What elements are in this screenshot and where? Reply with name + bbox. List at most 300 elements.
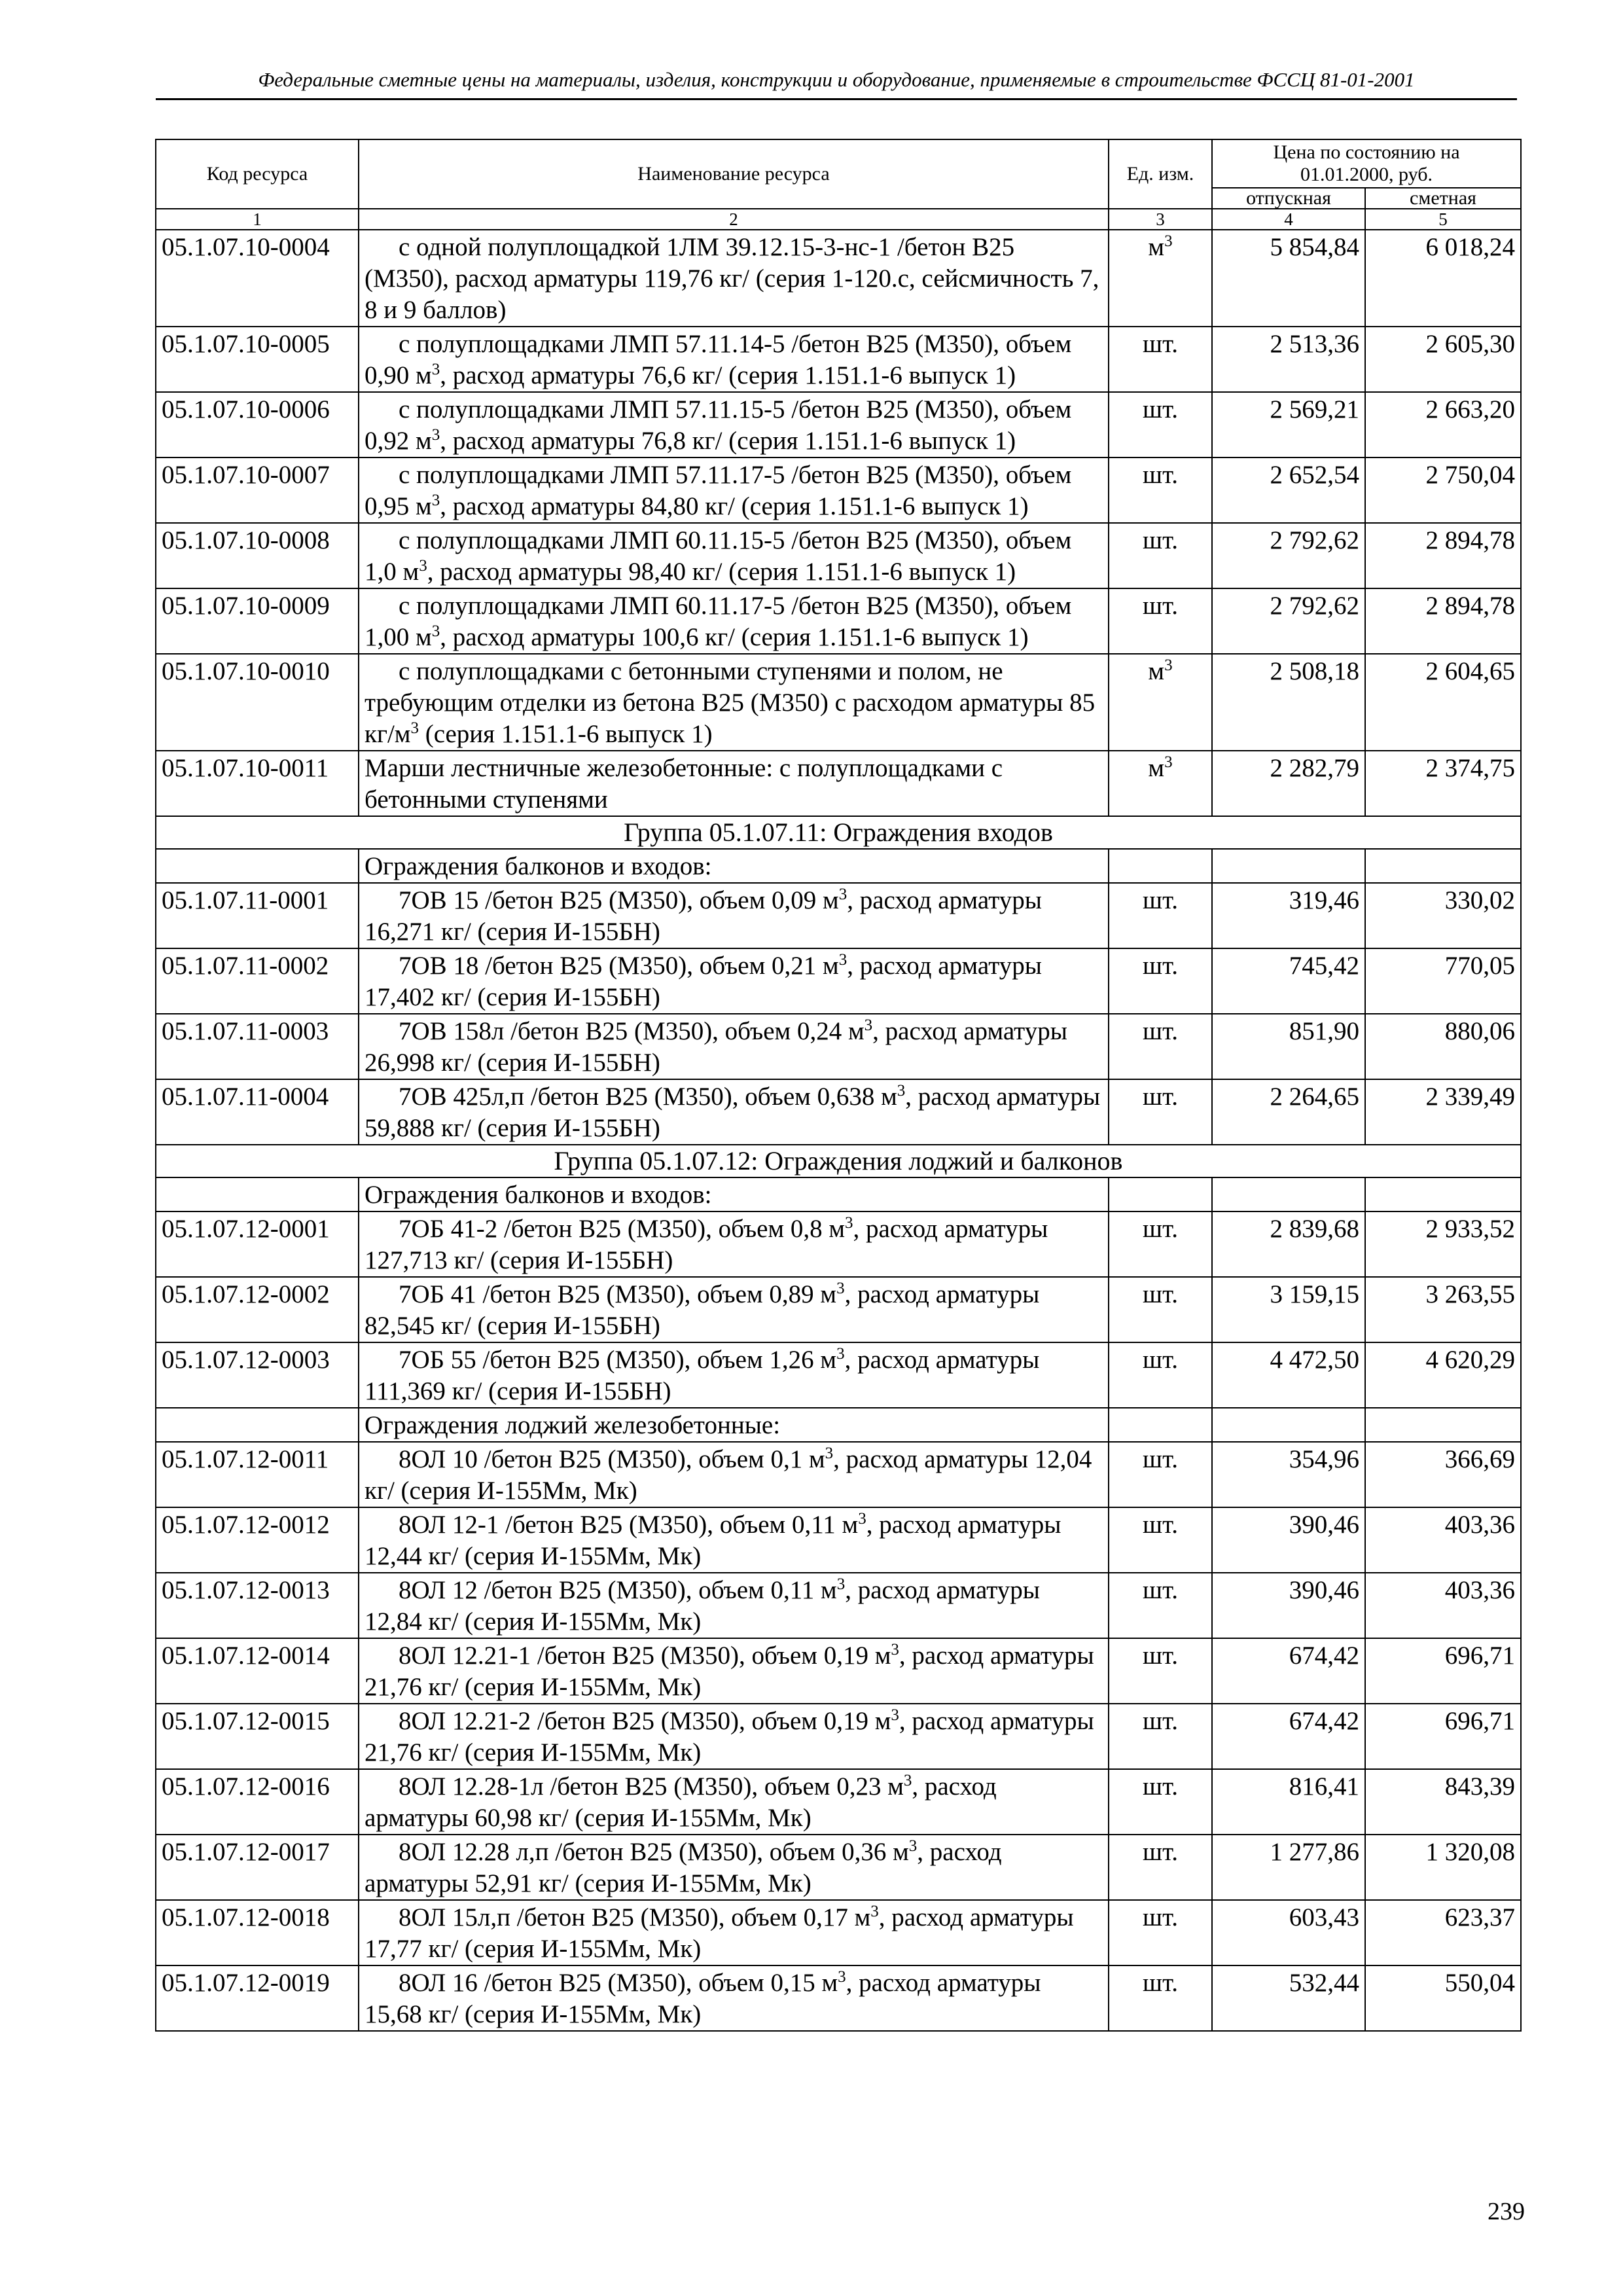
table-row (156, 392, 1521, 457)
cubic-superscript: 3 (864, 1016, 873, 1034)
resource-name-part: с полуплощадками ЛМП 57.11.17-5 /бетон В25 (М350), объем 0,95 м (365, 461, 1072, 520)
resource-name-part: 8ОЛ 15л,п /бетон В25 (М350), объем 0,17 м (399, 1903, 871, 1931)
cubic-superscript: 3 (431, 426, 440, 444)
unit-of-measure (1109, 1014, 1212, 1079)
header-estimate-price: сметная (1365, 188, 1521, 209)
resource-name (359, 1211, 1109, 1277)
resource-name-part: , расход арматуры 127,713 кг/ (серия И-155БН) (365, 1215, 1048, 1274)
header-release-price: отпускная (1212, 188, 1365, 209)
subheader-label: Ограждения лоджий железобетонные: (359, 1408, 1109, 1442)
unit-of-measure (1109, 1769, 1212, 1835)
unit-of-measure (1109, 327, 1212, 392)
unit-of-measure (1109, 948, 1212, 1014)
unit-superscript: 3 (1164, 232, 1173, 250)
cubic-superscript: 3 (838, 886, 847, 903)
column-number: 2 (359, 209, 1109, 230)
resource-name-part: 8ОЛ 12.28 л,п /бетон В25 (М350), объем 0,36 м (399, 1838, 909, 1866)
resource-code: 05.1.07.12-0017 (156, 1835, 359, 1900)
estimate-price: 2 933,52 (1365, 1211, 1521, 1277)
estimate-price: 2 663,20 (1365, 392, 1521, 457)
resource-name (359, 1573, 1109, 1638)
resource-name-text (365, 526, 1071, 586)
subheader-empty-cell (1109, 1408, 1212, 1442)
resource-name-part: с одной полуплощадкой 1ЛМ 39.12.15-3-нс-1 /бетон В25 (М350), расход арматуры 119,76 кг/ (серия 1-120.с, сейсмичность 7, 8 и 9 баллов) (365, 233, 1099, 324)
resource-name-part: 8ОЛ 10 /бетон В25 (М350), объем 0,1 м (399, 1445, 825, 1473)
release-price: 2 282,79 (1212, 751, 1365, 816)
estimate-price: 330,02 (1365, 883, 1521, 948)
unit-text: шт. (1143, 330, 1178, 358)
resource-name-text (365, 592, 1071, 651)
group-title-row (156, 1145, 1521, 1177)
resource-name-text (365, 1280, 1039, 1340)
resource-name-part: , расход арматуры 60,98 кг/ (серия И-155Мм, Мк) (365, 1772, 997, 1832)
estimate-price: 2 894,78 (1365, 588, 1521, 654)
resource-name (359, 1277, 1109, 1342)
cubic-superscript: 3 (838, 951, 847, 969)
table-header (156, 139, 1521, 230)
unit-of-measure (1109, 588, 1212, 654)
resource-name-part: Марши лестничные железобетонные: с полуплощадками с бетонными ступенями (365, 754, 1003, 814)
resource-name-text (365, 1576, 1040, 1636)
release-price: 2 264,65 (1212, 1079, 1365, 1145)
unit-of-measure (1109, 1277, 1212, 1342)
resource-name-part: , расход арматуры 111,369 кг/ (серия И-155БН) (365, 1346, 1040, 1405)
resource-code: 05.1.07.12-0015 (156, 1704, 359, 1769)
unit-text: шт. (1143, 1969, 1178, 1997)
group-title: Группа 05.1.07.11: Ограждения входов (156, 816, 1521, 849)
resource-name-part: , расход арматуры 17,402 кг/ (серия И-155БН) (365, 952, 1042, 1011)
resource-name (359, 751, 1109, 816)
resource-code: 05.1.07.10-0005 (156, 327, 359, 392)
table-row (156, 523, 1521, 588)
resource-name-part: с полуплощадками ЛМП 57.11.15-5 /бетон В25 (М350), объем 0,92 м (365, 395, 1072, 455)
cubic-superscript: 3 (858, 1510, 866, 1528)
cubic-superscript: 3 (431, 492, 440, 509)
table-row (156, 1704, 1521, 1769)
resource-name-part: , расход арматуры 12,84 кг/ (серия И-155Мм, Мк) (365, 1576, 1040, 1636)
resource-name-text (365, 1903, 1074, 1963)
cubic-superscript: 3 (897, 1082, 906, 1100)
column-number: 3 (1109, 209, 1212, 230)
header-unit: Ед. изм. (1109, 139, 1212, 209)
resource-code: 05.1.07.12-0013 (156, 1573, 359, 1638)
table-row (156, 1638, 1521, 1704)
resource-name-part: , расход арматуры 17,77 кг/ (серия И-155Мм, Мк) (365, 1903, 1074, 1963)
page-number: 239 (1488, 2198, 1525, 2225)
column-number: 1 (156, 209, 359, 230)
estimate-price: 2 339,49 (1365, 1079, 1521, 1145)
subheader-empty-cell (1212, 1408, 1365, 1442)
resource-name-text (365, 395, 1071, 455)
table-row (156, 1342, 1521, 1408)
resource-name-text (365, 1215, 1048, 1274)
resource-name-part: 8ОЛ 12.21-2 /бетон В25 (М350), объем 0,19 м (399, 1707, 891, 1735)
unit-text: шт. (1143, 1280, 1178, 1308)
resource-name (359, 1342, 1109, 1408)
resource-name-part: с полуплощадками с бетонными ступенями и полом, не требующим отделки из бетона В25 (М350) с расходом арматуры 85 кг/м (365, 657, 1096, 748)
resource-name-text (365, 1641, 1094, 1701)
resource-name-text (365, 1017, 1067, 1077)
resource-code: 05.1.07.11-0004 (156, 1079, 359, 1145)
release-price: 390,46 (1212, 1507, 1365, 1573)
group-title-row (156, 816, 1521, 849)
estimate-price: 4 620,29 (1365, 1342, 1521, 1408)
unit-text: шт. (1143, 526, 1178, 554)
resource-name-part: , расход арматуры 84,80 кг/ (серия 1.151.1-6 выпуск 1) (440, 492, 1029, 520)
unit-text: шт. (1143, 1017, 1178, 1045)
resource-name-part: 7ОВ 158л /бетон В25 (М350), объем 0,24 м (399, 1017, 865, 1045)
subheader-empty-cell (1212, 1177, 1365, 1211)
subheader-row (156, 1177, 1521, 1211)
resource-code: 05.1.07.10-0004 (156, 230, 359, 327)
table-row (156, 1900, 1521, 1965)
resource-name-part: 8ОЛ 12-1 /бетон В25 (М350), объем 0,11 м (399, 1511, 859, 1539)
cubic-superscript: 3 (431, 622, 440, 640)
cubic-superscript: 3 (410, 719, 419, 737)
table-row (156, 1769, 1521, 1835)
subheader-empty-cell (1365, 849, 1521, 883)
estimate-price: 1 320,08 (1365, 1835, 1521, 1900)
resource-name-part: 7ОБ 55 /бетон В25 (М350), объем 1,26 м (399, 1346, 837, 1374)
table-row (156, 751, 1521, 816)
resource-code: 05.1.07.12-0012 (156, 1507, 359, 1573)
unit-of-measure (1109, 654, 1212, 751)
release-price: 851,90 (1212, 1014, 1365, 1079)
cubic-superscript: 3 (870, 1903, 879, 1920)
resource-name-part: с полуплощадками ЛМП 60.11.17-5 /бетон В25 (М350), объем 1,00 м (365, 592, 1072, 651)
unit-text: шт. (1143, 1903, 1178, 1931)
unit-text: м (1148, 233, 1165, 261)
resource-code: 05.1.07.12-0011 (156, 1442, 359, 1507)
release-price: 354,96 (1212, 1442, 1365, 1507)
estimate-price: 403,36 (1365, 1507, 1521, 1573)
table-row (156, 327, 1521, 392)
resource-name-part: (серия 1.151.1-6 выпуск 1) (418, 720, 713, 748)
subheader-row (156, 849, 1521, 883)
resource-name-part: , расход арматуры 15,68 кг/ (серия И-155Мм, Мк) (365, 1969, 1041, 2028)
release-price: 603,43 (1212, 1900, 1365, 1965)
subheader-label: Ограждения балконов и входов: (359, 1177, 1109, 1211)
resource-code: 05.1.07.11-0002 (156, 948, 359, 1014)
resource-name (359, 1704, 1109, 1769)
group-title: Группа 05.1.07.12: Ограждения лоджий и балконов (156, 1145, 1521, 1177)
resource-code: 05.1.07.11-0001 (156, 883, 359, 948)
resource-name (359, 654, 1109, 751)
unit-of-measure (1109, 230, 1212, 327)
unit-of-measure (1109, 1704, 1212, 1769)
resource-name-part: 8ОЛ 12.21-1 /бетон В25 (М350), объем 0,19 м (399, 1641, 891, 1670)
resource-code: 05.1.07.12-0014 (156, 1638, 359, 1704)
estimate-price: 770,05 (1365, 948, 1521, 1014)
estimate-price: 3 263,55 (1365, 1277, 1521, 1342)
estimate-price: 880,06 (1365, 1014, 1521, 1079)
unit-text: шт. (1143, 1707, 1178, 1735)
release-price: 2 792,62 (1212, 588, 1365, 654)
estimate-price: 843,39 (1365, 1769, 1521, 1835)
unit-of-measure (1109, 1211, 1212, 1277)
resource-name-text (365, 754, 1003, 814)
unit-text: шт. (1143, 886, 1178, 914)
unit-text: шт. (1143, 1641, 1178, 1670)
release-price: 4 472,50 (1212, 1342, 1365, 1408)
cubic-superscript: 3 (908, 1837, 918, 1855)
cubic-superscript: 3 (836, 1280, 845, 1297)
estimate-price: 403,36 (1365, 1573, 1521, 1638)
release-price: 816,41 (1212, 1769, 1365, 1835)
release-price: 674,42 (1212, 1704, 1365, 1769)
resource-name-text (365, 1969, 1041, 2028)
table-row (156, 654, 1521, 751)
resource-name (359, 883, 1109, 948)
resource-name (359, 588, 1109, 654)
resource-name (359, 230, 1109, 327)
release-price: 2 652,54 (1212, 457, 1365, 523)
resource-name (359, 457, 1109, 523)
unit-of-measure (1109, 1835, 1212, 1900)
table-body (156, 230, 1521, 2031)
resource-name (359, 1900, 1109, 1965)
unit-of-measure (1109, 1573, 1212, 1638)
column-number: 5 (1365, 209, 1521, 230)
resource-name (359, 1769, 1109, 1835)
table-row (156, 1507, 1521, 1573)
resource-name-part: , расход арматуры 98,40 кг/ (серия 1.151.1-6 выпуск 1) (427, 558, 1016, 586)
resource-name-text (365, 657, 1095, 748)
resource-name (359, 523, 1109, 588)
subheader-empty-cell (156, 849, 359, 883)
resource-code: 05.1.07.10-0008 (156, 523, 359, 588)
resource-name-part: 8ОЛ 16 /бетон В25 (М350), объем 0,15 м (399, 1969, 838, 1997)
cubic-superscript: 3 (825, 1444, 834, 1462)
resource-name-part: с полуплощадками ЛМП 60.11.15-5 /бетон В25 (М350), объем 1,0 м (365, 526, 1072, 586)
table-row (156, 948, 1521, 1014)
release-price: 2 839,68 (1212, 1211, 1365, 1277)
resource-code: 05.1.07.12-0002 (156, 1277, 359, 1342)
cubic-superscript: 3 (903, 1772, 912, 1789)
release-price: 2 792,62 (1212, 523, 1365, 588)
subheader-empty-cell (156, 1177, 359, 1211)
resource-name-text (365, 1083, 1100, 1142)
resource-code: 05.1.07.12-0018 (156, 1900, 359, 1965)
unit-of-measure (1109, 1342, 1212, 1408)
estimate-price: 2 750,04 (1365, 457, 1521, 523)
resource-code: 05.1.07.10-0011 (156, 751, 359, 816)
estimate-price: 366,69 (1365, 1442, 1521, 1507)
table-row (156, 1442, 1521, 1507)
resource-code: 05.1.07.12-0016 (156, 1769, 359, 1835)
release-price: 319,46 (1212, 883, 1365, 948)
resource-name-text (365, 1445, 1092, 1505)
resource-name-text (365, 1707, 1094, 1767)
cubic-superscript: 3 (838, 1968, 846, 1986)
resource-code: 05.1.07.10-0009 (156, 588, 359, 654)
resource-name-part: 7ОБ 41 /бетон В25 (М350), объем 0,89 м (399, 1280, 837, 1308)
resource-name-text (365, 952, 1042, 1011)
resource-name-part: , расход арматуры 76,8 кг/ (серия 1.151.1-6 выпуск 1) (440, 427, 1016, 455)
unit-of-measure (1109, 751, 1212, 816)
unit-of-measure (1109, 1442, 1212, 1507)
resource-name (359, 1835, 1109, 1900)
resource-name (359, 1638, 1109, 1704)
resource-name-part: , расход арматуры 59,888 кг/ (серия И-155БН) (365, 1083, 1101, 1142)
table-row (156, 1835, 1521, 1900)
unit-text: шт. (1143, 592, 1178, 620)
subheader-empty-cell (1109, 1177, 1212, 1211)
resource-code: 05.1.07.10-0010 (156, 654, 359, 751)
unit-text: шт. (1143, 1511, 1178, 1539)
resource-name (359, 1014, 1109, 1079)
unit-text: шт. (1143, 461, 1178, 489)
resource-name (359, 327, 1109, 392)
column-number: 4 (1212, 209, 1365, 230)
table-row (156, 457, 1521, 523)
resource-name-part: , расход арматуры 52,91 кг/ (серия И-155Мм, Мк) (365, 1838, 1002, 1897)
cubic-superscript: 3 (891, 1641, 899, 1659)
release-price: 5 854,84 (1212, 230, 1365, 327)
resource-name-text (365, 886, 1042, 946)
subheader-empty-cell (1109, 849, 1212, 883)
column-numbers-row (156, 209, 1521, 230)
table-row (156, 883, 1521, 948)
unit-text: шт. (1143, 952, 1178, 980)
release-price: 745,42 (1212, 948, 1365, 1014)
unit-text: шт. (1143, 1576, 1178, 1604)
table-row (156, 230, 1521, 327)
resource-name (359, 1079, 1109, 1145)
subheader-empty-cell (1365, 1408, 1521, 1442)
resource-name-part: , расход арматуры 100,6 кг/ (серия 1.151.1-6 выпуск 1) (440, 623, 1029, 651)
unit-of-measure (1109, 457, 1212, 523)
resource-name-part: , расход арматуры 12,44 кг/ (серия И-155Мм, Мк) (365, 1511, 1061, 1570)
resource-name-text (365, 1346, 1039, 1405)
cubic-superscript: 3 (891, 1706, 899, 1724)
unit-text: шт. (1143, 1772, 1178, 1801)
price-table (155, 139, 1522, 2032)
header-code: Код ресурса (156, 139, 359, 209)
resource-name-text (365, 330, 1071, 389)
subheader-empty-cell (156, 1408, 359, 1442)
header-price-group: Цена по состоянию на 01.01.2000, руб. (1212, 139, 1521, 188)
resource-name-part: , расход арматуры 12,04 кг/ (серия И-155Мм, Мк) (365, 1445, 1092, 1505)
table-row (156, 1014, 1521, 1079)
resource-name (359, 392, 1109, 457)
resource-name-part: 7ОВ 18 /бетон В25 (М350), объем 0,21 м (399, 952, 839, 980)
release-price: 390,46 (1212, 1573, 1365, 1638)
subheader-empty-cell (1212, 849, 1365, 883)
release-price: 674,42 (1212, 1638, 1365, 1704)
unit-text: шт. (1143, 395, 1178, 423)
table-row (156, 1211, 1521, 1277)
resource-name (359, 1507, 1109, 1573)
unit-superscript: 3 (1164, 753, 1173, 771)
resource-name-part: , расход арматуры 21,76 кг/ (серия И-155Мм, Мк) (365, 1707, 1094, 1767)
resource-name-text (365, 233, 1099, 324)
resource-name (359, 948, 1109, 1014)
page-header (156, 65, 1517, 100)
cubic-superscript: 3 (419, 557, 427, 575)
cubic-superscript: 3 (431, 361, 440, 378)
cubic-superscript: 3 (836, 1575, 846, 1593)
resource-code: 05.1.07.10-0006 (156, 392, 359, 457)
unit-text: шт. (1143, 1838, 1178, 1866)
resource-name-part: с полуплощадками ЛМП 57.11.14-5 /бетон В25 (М350), объем 0,90 м (365, 330, 1072, 389)
unit-of-measure (1109, 1900, 1212, 1965)
resource-name-part: , расход арматуры 76,6 кг/ (серия 1.151.1-6 выпуск 1) (440, 361, 1016, 389)
unit-text: шт. (1143, 1445, 1178, 1473)
table-row (156, 1573, 1521, 1638)
resource-name-part: 7ОВ 425л,п /бетон В25 (М350), объем 0,638 м (399, 1083, 897, 1111)
page-header-title: Федеральные сметные цены на материалы, изделия, конструкции и оборудование, применяемые в строительстве ФССЦ 81-01-2001 (258, 68, 1415, 91)
resource-name-text (365, 1772, 997, 1832)
cubic-superscript: 3 (836, 1345, 845, 1363)
table-row (156, 1079, 1521, 1145)
unit-of-measure (1109, 1965, 1212, 2031)
subheader-label: Ограждения балконов и входов: (359, 849, 1109, 883)
resource-name-part: , расход арматуры 21,76 кг/ (серия И-155Мм, Мк) (365, 1641, 1094, 1701)
release-price: 532,44 (1212, 1965, 1365, 2031)
table-row (156, 1965, 1521, 2031)
unit-text: шт. (1143, 1083, 1178, 1111)
release-price: 1 277,86 (1212, 1835, 1365, 1900)
table-row (156, 1277, 1521, 1342)
estimate-price: 696,71 (1365, 1704, 1521, 1769)
unit-of-measure (1109, 392, 1212, 457)
release-price: 3 159,15 (1212, 1277, 1365, 1342)
release-price: 2 508,18 (1212, 654, 1365, 751)
release-price: 2 513,36 (1212, 327, 1365, 392)
resource-name-text (365, 461, 1071, 520)
header-name: Наименование ресурса (359, 139, 1109, 209)
table-row (156, 588, 1521, 654)
estimate-price: 2 894,78 (1365, 523, 1521, 588)
unit-text: м (1148, 657, 1165, 685)
estimate-price: 6 018,24 (1365, 230, 1521, 327)
resource-name-part: 8ОЛ 12.28-1л /бетон В25 (М350), объем 0,23 м (399, 1772, 904, 1801)
resource-code: 05.1.07.10-0007 (156, 457, 359, 523)
estimate-price: 550,04 (1365, 1965, 1521, 2031)
cubic-superscript: 3 (845, 1214, 853, 1232)
unit-of-measure (1109, 1079, 1212, 1145)
resource-name-part: , расход арматуры 82,545 кг/ (серия И-155БН) (365, 1280, 1040, 1340)
unit-text: м (1148, 754, 1165, 782)
estimate-price: 623,37 (1365, 1900, 1521, 1965)
resource-code: 05.1.07.11-0003 (156, 1014, 359, 1079)
estimate-price: 696,71 (1365, 1638, 1521, 1704)
unit-of-measure (1109, 1638, 1212, 1704)
resource-name-part: 8ОЛ 12 /бетон В25 (М350), объем 0,11 м (399, 1576, 837, 1604)
resource-code: 05.1.07.12-0003 (156, 1342, 359, 1408)
unit-of-measure (1109, 1507, 1212, 1573)
resource-name-part: , расход арматуры 26,998 кг/ (серия И-155БН) (365, 1017, 1067, 1077)
resource-name-part: 7ОБ 41-2 /бетон В25 (М350), объем 0,8 м (399, 1215, 846, 1243)
resource-name (359, 1442, 1109, 1507)
unit-of-measure (1109, 523, 1212, 588)
unit-text: шт. (1143, 1346, 1178, 1374)
subheader-row (156, 1408, 1521, 1442)
resource-name-text (365, 1838, 1002, 1897)
estimate-price: 2 604,65 (1365, 654, 1521, 751)
subheader-empty-cell (1365, 1177, 1521, 1211)
resource-name (359, 1965, 1109, 2031)
resource-code: 05.1.07.12-0019 (156, 1965, 359, 2031)
estimate-price: 2 374,75 (1365, 751, 1521, 816)
release-price: 2 569,21 (1212, 392, 1365, 457)
resource-name-part: 7ОВ 15 /бетон В25 (М350), объем 0,09 м (399, 886, 839, 914)
resource-name-part: , расход арматуры 16,271 кг/ (серия И-155БН) (365, 886, 1042, 946)
unit-text: шт. (1143, 1215, 1178, 1243)
estimate-price: 2 605,30 (1365, 327, 1521, 392)
resource-name-text (365, 1511, 1061, 1570)
